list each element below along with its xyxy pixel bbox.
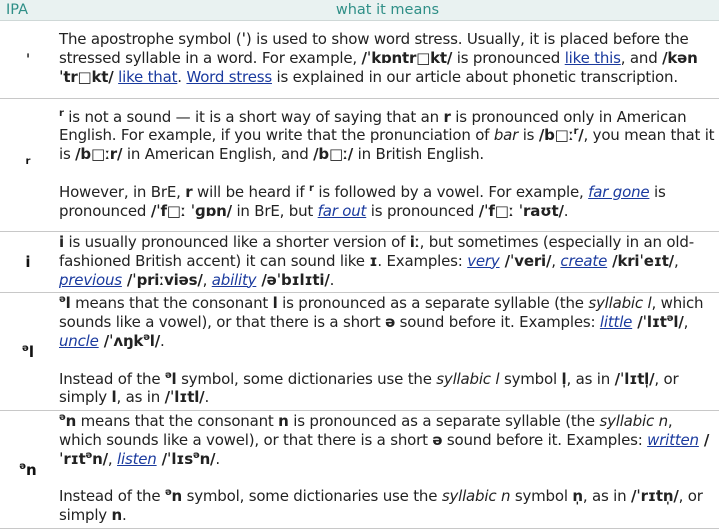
text: is pronounced bbox=[452, 49, 565, 68]
text: symbol bbox=[499, 369, 562, 388]
symbol-schwa: ə bbox=[432, 430, 443, 449]
text: . bbox=[160, 331, 165, 350]
symbol-schwa: ə bbox=[385, 313, 396, 332]
text: . bbox=[215, 449, 220, 468]
ipa-part: / bbox=[578, 126, 584, 145]
ipa-transcription: /ˈf□ː ˈɡɒn/ bbox=[150, 201, 232, 220]
text: , bbox=[683, 313, 689, 332]
ipa-part: n/ bbox=[199, 449, 216, 468]
link-far-gone[interactable]: far gone bbox=[588, 182, 650, 201]
ipa-transcription: /kriˈeɪt/ bbox=[607, 251, 674, 270]
symbol-explanation bbox=[56, 411, 719, 529]
paragraph bbox=[59, 487, 715, 525]
paragraph bbox=[59, 294, 715, 350]
link-create[interactable]: create bbox=[560, 251, 608, 270]
superscript-schwa: ə bbox=[666, 313, 674, 325]
text: , as in bbox=[116, 388, 165, 407]
superscript-schwa: ə bbox=[22, 342, 29, 354]
superscript-r: r bbox=[25, 156, 31, 167]
letter-n: n bbox=[65, 412, 77, 431]
ipa-transcription: /ˈlɪtl/ bbox=[164, 388, 205, 407]
paragraph bbox=[59, 183, 715, 221]
letter-n: n bbox=[278, 412, 289, 431]
ipa-part: n/ bbox=[92, 449, 108, 468]
text: , which sounds like a vowel), or that there is a short bbox=[59, 294, 704, 332]
text: , as in bbox=[582, 487, 632, 506]
letter-l: l bbox=[28, 342, 34, 361]
text: , or simply bbox=[59, 369, 679, 407]
text: , but sometimes (especially in an old-fashioned British accent) it can sound like bbox=[59, 233, 694, 270]
symbol-short-i: ɪ bbox=[369, 251, 378, 270]
letter-r: r bbox=[185, 182, 193, 201]
ipa-transcription bbox=[99, 332, 160, 350]
text: is usually pronounced like a shorter version of bbox=[63, 233, 410, 251]
text: , as in bbox=[566, 369, 615, 388]
superscript-schwa: ə bbox=[59, 294, 66, 306]
text: will be heard if bbox=[192, 182, 310, 201]
term-syllabic-n: syllabic n bbox=[441, 487, 511, 506]
header-ipa: IPA bbox=[0, 0, 56, 21]
term-syllabic-l: syllabic l bbox=[436, 369, 500, 388]
text: . bbox=[329, 270, 335, 289]
table-header-row bbox=[0, 0, 719, 21]
text: , or simply bbox=[59, 487, 703, 525]
text: symbol bbox=[510, 487, 573, 506]
ipa-transcription: /ˈf□ː ˈraʊt/ bbox=[478, 201, 564, 220]
ipa-transcription: /ˈkɒntr□kt/ bbox=[361, 49, 453, 68]
ipa-transcription: /ˈlɪtl̩/ bbox=[614, 369, 655, 388]
text: . bbox=[122, 506, 127, 525]
text: is pronounced bbox=[59, 182, 666, 220]
text: in BrE, but bbox=[231, 201, 318, 220]
term-syllabic-l: syllabic l bbox=[588, 294, 652, 313]
text: . bbox=[177, 67, 187, 86]
link-like-this[interactable]: like this bbox=[564, 49, 621, 68]
table-row bbox=[0, 411, 719, 529]
ipa-symbol bbox=[0, 293, 56, 411]
ipa-transcription: /b□ːr/ bbox=[75, 145, 123, 164]
text: , which sounds like a vowel), or that there is a short bbox=[59, 412, 673, 449]
ipa-transcription bbox=[157, 450, 216, 468]
table-row bbox=[0, 21, 719, 99]
letter-l: l bbox=[171, 369, 177, 388]
table-row bbox=[0, 99, 719, 232]
stress-symbol: ˈ bbox=[241, 30, 246, 49]
table-row bbox=[0, 232, 719, 293]
text: is pronounced only in American English. For example, if you write that the pronunciation of bbox=[59, 107, 687, 145]
letter-l: l bbox=[111, 388, 117, 407]
text: is not a sound — it is a short way of saying that an bbox=[63, 107, 444, 126]
text: , bbox=[107, 449, 118, 468]
text: , and bbox=[620, 49, 663, 68]
text: . bbox=[204, 388, 210, 407]
text: is pronounced as a separate syllable (the bbox=[288, 412, 600, 431]
symbol-syllabic-l: l̩ bbox=[561, 369, 567, 388]
letter-n: n bbox=[171, 487, 183, 506]
table-row bbox=[0, 293, 719, 411]
text: in British English. bbox=[353, 145, 484, 164]
ipa-transcription: /əˈbɪlɪti/ bbox=[256, 270, 330, 289]
ipa-symbol: i bbox=[0, 232, 56, 293]
letter-l: l bbox=[272, 294, 278, 313]
text: The apostrophe symbol ( bbox=[59, 30, 242, 49]
text: is followed by a vowel. For example, bbox=[313, 182, 589, 201]
text: . Examples: bbox=[377, 251, 468, 270]
superscript-schwa: ə bbox=[59, 412, 66, 424]
ipa-symbol bbox=[0, 99, 56, 232]
symbol-explanation bbox=[56, 99, 719, 232]
ipa-part: /b□ː bbox=[538, 126, 574, 145]
text: symbol, some dictionaries use the bbox=[176, 369, 437, 388]
superscript-schwa: ə bbox=[164, 369, 172, 381]
ipa-transcription: /kənˈtr□kt/ bbox=[59, 49, 698, 86]
superscript-schwa: ə bbox=[143, 331, 150, 343]
text: means that the consonant bbox=[70, 294, 273, 313]
superscript-schwa: ə bbox=[85, 449, 93, 461]
paragraph bbox=[59, 370, 715, 408]
link-previous[interactable]: previous bbox=[59, 270, 122, 289]
symbol-i: i bbox=[59, 233, 64, 251]
link-little[interactable]: little bbox=[599, 313, 633, 332]
ipa-transcription: /ˈveri/ bbox=[499, 251, 552, 270]
ipa-part: /ˈlɪt bbox=[632, 313, 667, 332]
text: , you mean that it is bbox=[59, 126, 715, 164]
word-bar: bar bbox=[493, 126, 519, 145]
ipa-part: l/ bbox=[149, 331, 161, 350]
text: However, in BrE, bbox=[59, 182, 186, 201]
link-very[interactable]: very bbox=[467, 251, 500, 270]
symbol-long-i: iː bbox=[409, 233, 420, 251]
superscript-schwa: ə bbox=[164, 487, 172, 499]
link-listen[interactable]: listen bbox=[117, 449, 157, 468]
ipa-transcription bbox=[539, 126, 584, 144]
ipa-part: /ˈʌŋk bbox=[98, 331, 144, 350]
link-like-that[interactable]: like that bbox=[118, 67, 178, 86]
link-ability[interactable]: ability bbox=[211, 270, 257, 289]
text: . bbox=[563, 201, 569, 220]
text: is explained in our article about phonetic transcription. bbox=[271, 67, 678, 86]
text: Instead of the bbox=[59, 487, 165, 506]
letter-n: n bbox=[26, 460, 37, 479]
header-what-it-means: what it means bbox=[56, 0, 719, 21]
text: in American English, and bbox=[122, 145, 314, 164]
text: sound before it. Examples: bbox=[442, 430, 648, 449]
text: , bbox=[673, 251, 679, 270]
term-syllabic-n: syllabic n bbox=[599, 412, 668, 431]
ipa-part: /ˈlɪs bbox=[156, 449, 193, 468]
paragraph bbox=[59, 412, 715, 468]
letter-r: r bbox=[443, 107, 451, 126]
ipa-transcription: /b□ː/ bbox=[313, 145, 354, 164]
text: Instead of the bbox=[59, 369, 165, 388]
link-uncle[interactable]: uncle bbox=[59, 331, 99, 350]
ipa-symbol bbox=[0, 411, 56, 529]
symbol-syllabic-n: n̩ bbox=[572, 487, 583, 506]
symbol-explanation bbox=[56, 232, 719, 293]
link-word-stress[interactable]: Word stress bbox=[186, 67, 272, 86]
text: is bbox=[518, 126, 539, 145]
superscript-r: r bbox=[59, 107, 64, 119]
symbol-explanation bbox=[56, 293, 719, 411]
ipa-transcription: /ˈrɪtn̩/ bbox=[631, 487, 679, 506]
letter-n: n bbox=[111, 506, 123, 525]
superscript-schwa: ə bbox=[192, 449, 200, 461]
text: is pronounced bbox=[366, 201, 479, 220]
paragraph bbox=[59, 30, 715, 86]
text: , bbox=[202, 270, 212, 289]
superscript-r: r bbox=[573, 126, 579, 138]
paragraph bbox=[59, 108, 715, 164]
ipa-part: /ˈrɪt bbox=[59, 430, 710, 468]
symbol-explanation bbox=[56, 21, 719, 99]
letter-l: l bbox=[65, 294, 71, 313]
text: sound before it. Examples: bbox=[395, 313, 600, 332]
superscript-r: r bbox=[309, 182, 314, 194]
ipa-part: l/ bbox=[673, 313, 684, 332]
link-written[interactable]: written bbox=[647, 430, 699, 449]
text: symbol, some dictionaries use the bbox=[182, 487, 442, 506]
text: is pronounced as a separate syllable (the bbox=[277, 294, 589, 313]
link-far-out[interactable]: far out bbox=[317, 201, 367, 220]
ipa-transcription bbox=[632, 313, 683, 331]
superscript-schwa: ə bbox=[19, 460, 27, 472]
text: means that the consonant bbox=[76, 412, 279, 431]
paragraph bbox=[59, 233, 715, 289]
ipa-transcription: /ˈpriːviəs/ bbox=[121, 270, 203, 289]
text: ) is used to show word stress. Usually, it is placed before the stressed syllable in a word. For example, bbox=[59, 30, 689, 68]
ipa-symbol: ˈ bbox=[0, 21, 56, 99]
text: , bbox=[551, 251, 561, 270]
